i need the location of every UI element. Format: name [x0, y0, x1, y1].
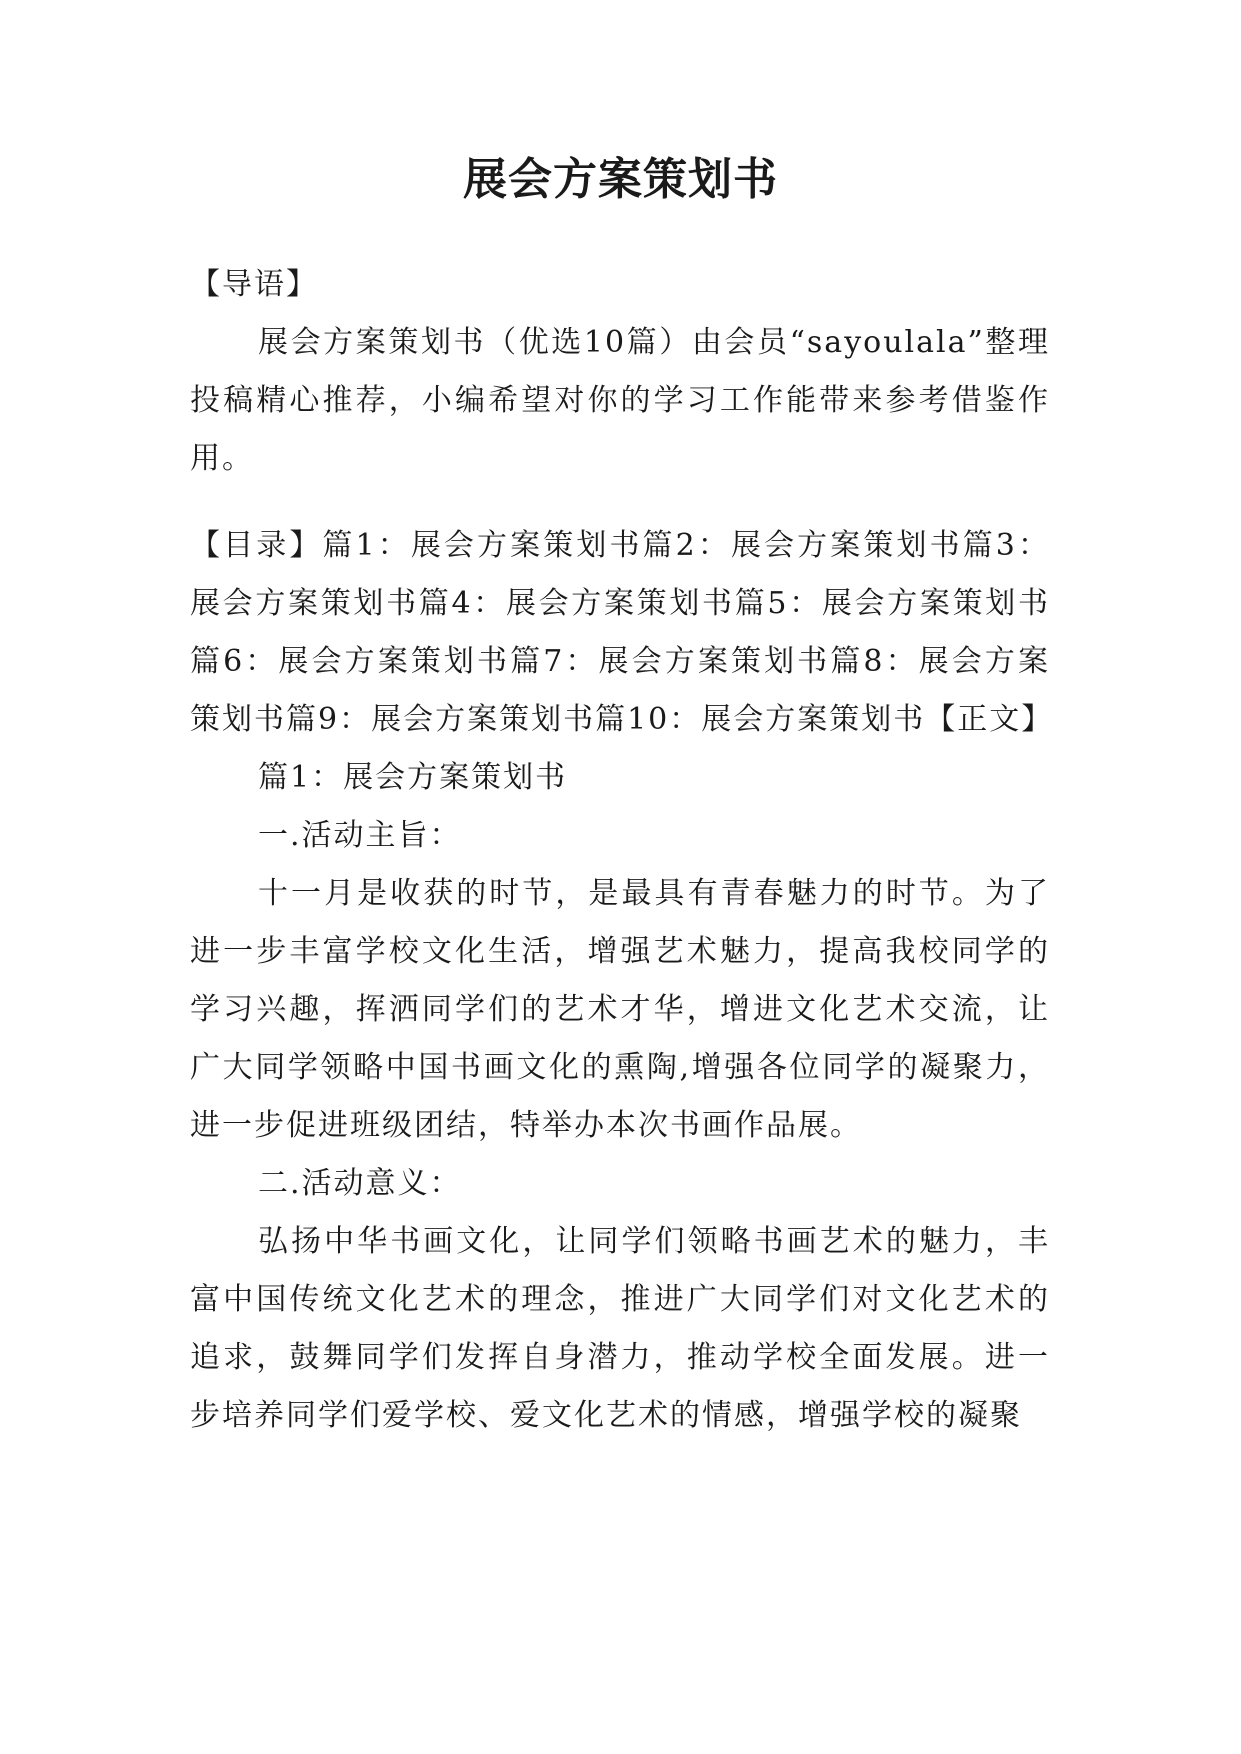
intro-section [190, 256, 1050, 488]
intro-heading: 【导语】 [190, 267, 318, 302]
document-title: 展会方案策划书 [463, 154, 778, 205]
meaning-paragraph: 弘扬中华书画文化，让同学们领略书画艺术的魅力，丰富中国传统文化艺术的理念，推进广大同学们对文化艺术的追求，鼓舞同学们发挥自身潜力，推动学校全面发展。进一步培养同学们爱学校、爱文化艺术的情感，增强学校的凝聚 [190, 1224, 1050, 1433]
purpose-paragraph: 十一月是收获的时节，是最具有青春魅力的时节。为了进一步丰富学校文化生活，增强艺术魅力，提高我校同学的学习兴趣，挥洒同学们的艺术才华，增进文化艺术交流，让广大同学领略中国书画文化的熏陶,增强各位同学的凝聚力，进一步促进班级团结，特举办本次书画作品展。 [190, 876, 1050, 1143]
purpose-heading: 一.活动主旨： [258, 818, 462, 853]
content-section [190, 517, 1054, 1445]
intro-paragraph: 展会方案策划书（优选10篇）由会员“sayoulala”整理投稿精心推荐，小编希望对你的学习工作能带来参考借鉴作用。 [190, 325, 1050, 476]
meaning-heading: 二.活动意义： [258, 1166, 462, 1201]
table-of-contents: 【目录】篇1：展会方案策划书篇2：展会方案策划书篇3：展会方案策划书篇4：展会方案策划书篇5：展会方案策划书篇6：展会方案策划书篇7：展会方案策划书篇8：展会方案策划书篇9：展会方案策划书篇10：展会方案策划书【正文】 [190, 528, 1054, 737]
section-heading: 篇1：展会方案策划书 [258, 760, 568, 795]
